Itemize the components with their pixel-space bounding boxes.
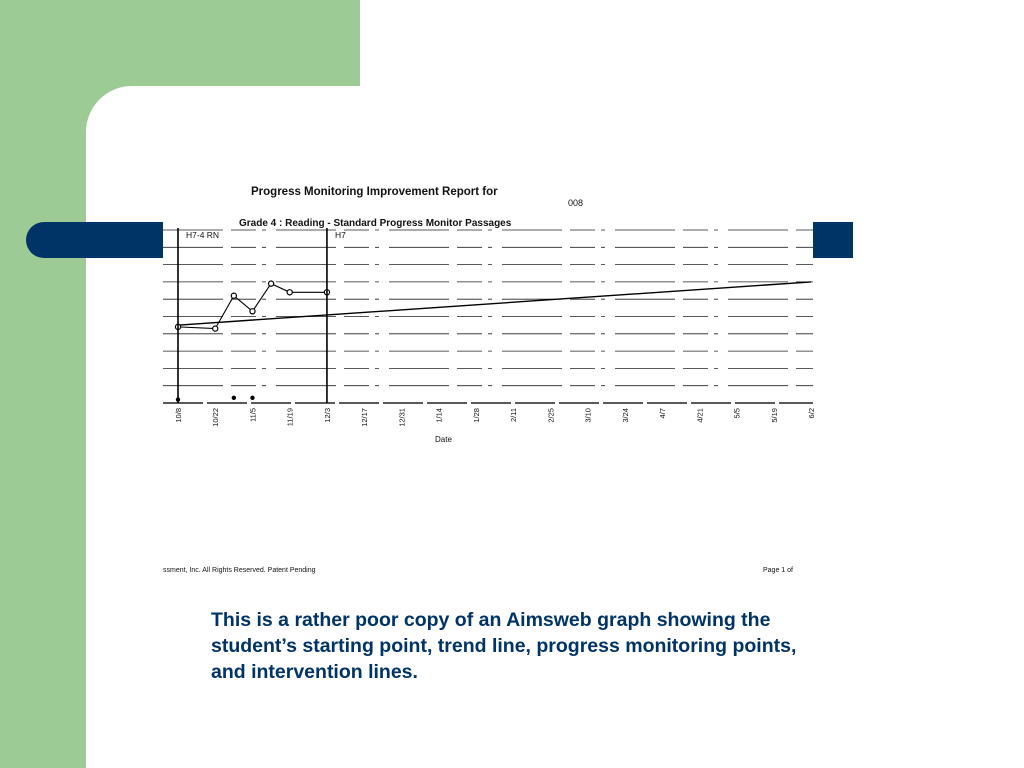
chart-title: Progress Monitoring Improvement Report for [251,186,498,198]
x-tick-label: 1/28 [471,408,481,423]
x-tick-label: 12/17 [360,408,370,427]
x-axis-label: Date [435,435,452,444]
intervention-label: H7-4 RN [186,230,220,240]
footer-right: Page 1 of [763,567,793,574]
low-point [250,396,254,400]
x-tick-label: 5/5 [732,408,742,419]
x-tick-label: 2/25 [546,408,556,423]
intervention-label: H7 [334,230,346,240]
progress-point [250,309,255,314]
progress-point [268,281,273,286]
aimsweb-graph-scan [163,160,816,580]
green-left-strip [0,0,86,768]
x-tick-label: 10/22 [211,408,221,427]
x-tick-label: 2/11 [509,408,519,423]
x-tick-label: 5/19 [769,408,779,423]
x-tick-label: 11/5 [248,408,258,423]
chart-gridlines [163,230,813,403]
progress-point [287,290,292,295]
aimsweb-chart [163,160,816,580]
x-tick-label: 3/10 [583,408,593,423]
x-tick-label: 11/19 [285,408,295,427]
trend-line [178,282,811,325]
trend-line-group [178,282,811,325]
x-tick-label: 10/8 [174,408,183,423]
x-tick-labels [174,408,816,427]
progress-series-line [178,284,327,329]
x-tick-label: 12/31 [397,408,407,427]
x-tick-label: 4/7 [658,408,668,419]
slide-caption: This is a rather poor copy of an Aimsweb graph showing the student’s starting point, trend line, progress monitoring points, and intervention lines. [211,609,797,683]
x-tick-label: 6/2 [807,408,816,419]
x-tick-label: 12/3 [322,408,332,423]
footer-left: ssment, Inc. All Rights Reserved. Patent Pending [163,567,316,574]
x-tick-label: 3/24 [620,408,630,423]
x-tick-label: 4/21 [695,408,705,423]
progress-point [213,326,218,331]
chart-header-right: 008 [568,198,584,208]
progress-point [231,293,236,298]
low-point [232,396,236,400]
x-tick-label: 1/14 [434,408,444,423]
chart-subtitle: Grade 4 : Reading - Standard Progress Monitor Passages [239,218,512,229]
